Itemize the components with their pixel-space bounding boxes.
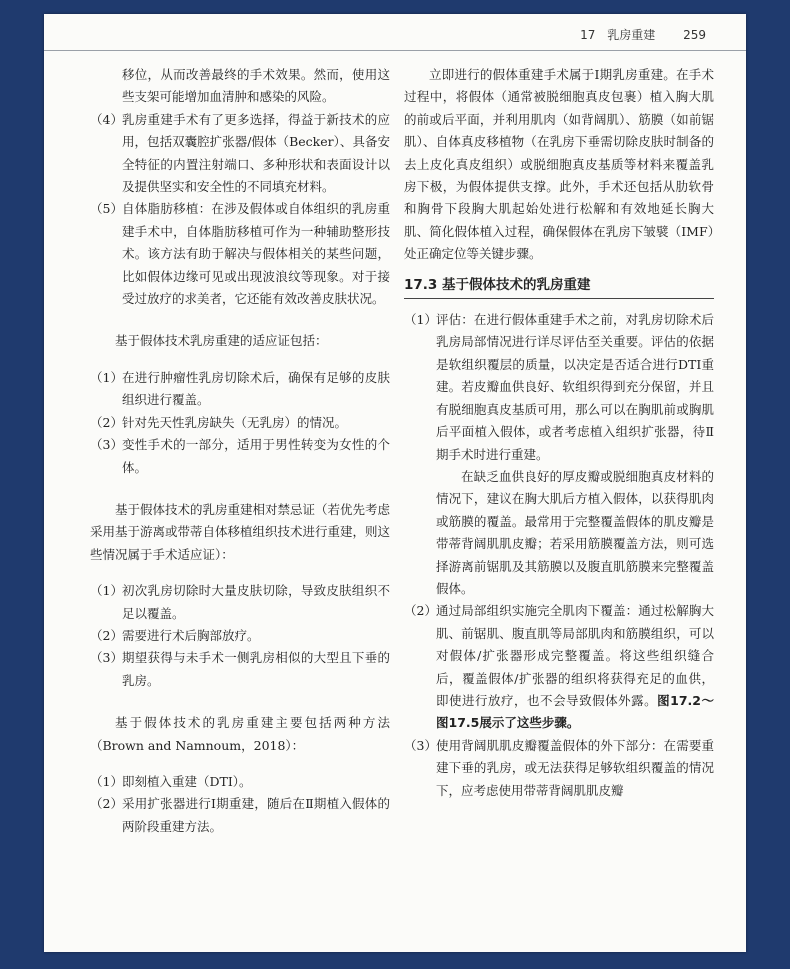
- item-number: （1）: [90, 583, 123, 599]
- list-item: [90, 434, 390, 479]
- indications-intro: 基于假体技术乳房重建的适应证包括：: [115, 333, 328, 349]
- contraindications-intro: 基于假体技术的乳房重建相对禁忌证（若优先考虑采用基于游离或带蒂自体移植组织技术进行重建，则这些情况属于手术适应证）：: [90, 501, 391, 562]
- figure-reference[interactable]: 图17.2～图17.5展示了这些步骤。: [436, 692, 714, 731]
- item-number: （1）: [90, 369, 123, 385]
- item-number: （1）: [404, 312, 437, 328]
- page-number: 259: [683, 28, 706, 42]
- item-text: 乳房重建手术有了更多选择，得益于新技术的应用，包括双囊腔扩张器/假体（Becker）、具备安全特征的内置注射端口、多种形状和表面设计以及提供坚实和安全性的不同填充材料。: [122, 111, 390, 195]
- item-text: 采用扩张器进行Ⅰ期重建，随后在Ⅱ期植入假体的两阶段重建方法。: [122, 796, 390, 834]
- left-column: [90, 64, 390, 838]
- item-text: 在进行肿瘤性乳房切除术后，确保有足够的皮肤组织进行覆盖。: [122, 369, 390, 408]
- item-text: 初次乳房切除时大量皮肤切除，导致皮肤组织不足以覆盖。: [122, 583, 390, 621]
- item-continuation: 在缺乏血供良好的厚皮瓣或脱细胞真皮材料的情况下，建议在胸大肌后方植入假体，以获得肌肉或筋膜的覆盖。最常用于完整覆盖假体的肌皮瓣是带蒂背阔肌肌皮瓣；若采用筋膜覆盖方法，则可选择游离前锯肌及其筋膜以及腹直肌筋膜来完整覆盖假体。: [436, 468, 714, 596]
- item-text: 变性手术的一部分，适用于男性转变为女性的个体。: [122, 437, 390, 475]
- item-text: 使用背阔肌肌皮瓣覆盖假体的外下部分：在需要重建下垂的乳房，或无法获得足够软组织覆盖的情况下，应考虑使用带蒂背阔肌肌皮瓣: [436, 737, 714, 798]
- item-number: （2）: [404, 603, 437, 619]
- item-text: 针对先天性乳房缺失（无乳房）的情况。: [122, 414, 348, 430]
- list-item: [90, 580, 390, 625]
- dti-paragraph: 立即进行的假体重建手术属于Ⅰ期乳房重建。在手术过程中，将假体（通常被脱细胞真皮包裹）植入胸大肌的前或后平面，并利用肌肉（如背阔肌）、筋膜（如前锯肌）、自体真皮移植物（在乳房下垂需切除皮肤时制备的去上皮化真皮组织）或脱细胞真皮基质等材料来覆盖乳房下极，为假体提供支撑。此外，手术还包括从肋软骨和胸骨下段胸大肌起始处进行松解和有效地延长胸大肌、简化假体植入过程，确保假体在乳房下皱襞（IMF）处正确定位等关键步骤。: [404, 67, 714, 262]
- continued-item-text: 移位，从而改善最终的手术效果。然而，使用这些支架可能增加血清肿和感染的风险。: [122, 67, 390, 105]
- list-item: [90, 367, 390, 412]
- list-item: [90, 625, 390, 647]
- list-item: [90, 109, 390, 199]
- methods-intro: 基于假体技术的乳房重建主要包括两种方法（Brown and Namnoum，2018）：: [90, 715, 390, 753]
- item-text: 需要进行术后胸部放疗。: [122, 627, 260, 643]
- item-number: （2）: [90, 627, 123, 643]
- item-number: （2）: [90, 796, 123, 812]
- list-item: [90, 647, 390, 692]
- item-number: （2）: [90, 414, 123, 430]
- header-text: [572, 26, 706, 43]
- list-item: [404, 309, 714, 466]
- item-number: （3）: [90, 437, 123, 453]
- item-text: 自体脂肪移植：在涉及假体或自体组织的乳房重建手术中，自体脂肪移植可作为一种辅助整形技术。该方法有助于解决与假体相关的某些问题，比如假体边缘可见或出现波浪纹等现象。对于接受过放疗的求美者，它还能有效改善皮肤状况。: [122, 201, 390, 307]
- item-text: 期望获得与未手术一侧乳房相似的大型且下垂的乳房。: [122, 650, 390, 688]
- running-header: [44, 14, 746, 51]
- item-number: （3）: [404, 737, 437, 753]
- list-item: [90, 412, 390, 434]
- item-number: （3）: [90, 650, 123, 666]
- item-text: [436, 600, 714, 734]
- item-text: 即刻植入重建（DTI）。: [122, 773, 252, 789]
- section-heading: 17.3 基于假体技术的乳房重建: [404, 274, 714, 299]
- right-column: [404, 64, 714, 802]
- item-number: （4）: [90, 111, 123, 127]
- list-item: [404, 735, 714, 802]
- list-item: [90, 198, 390, 310]
- item-text: 评估：在进行假体重建手术之前，对乳房切除术后乳房局部情况进行详尽评估至关重要。评估的依据是软组织覆层的质量，以决定是否适合进行DTI重建。若皮瓣血供良好、软组织得到充分保留，并且有脱细胞真皮基质可用，那么可以在胸肌前或胸肌后平面植入假体，或者考虑植入组织扩张器，待Ⅱ期手术时进行重建。: [436, 312, 714, 462]
- list-item: [404, 600, 714, 734]
- chapter-title: 乳房重建: [607, 28, 656, 42]
- item-number: （5）: [90, 201, 123, 217]
- list-item: [90, 771, 390, 793]
- item-text-main: 通过局部组织实施完全肌肉下覆盖：通过松解胸大肌、前锯肌、腹直肌等局部肌肉和筋膜组织，可以对假体/扩张器形成完整覆盖。将这些组织缝合后，覆盖假体/扩张器的组织将获得充足的血供，即使进行放疗，也不会导致假体外露。: [436, 603, 714, 708]
- item-number: （1）: [90, 773, 123, 789]
- chapter-number: 17: [580, 28, 596, 42]
- book-page: [44, 14, 746, 952]
- list-item: [90, 793, 390, 838]
